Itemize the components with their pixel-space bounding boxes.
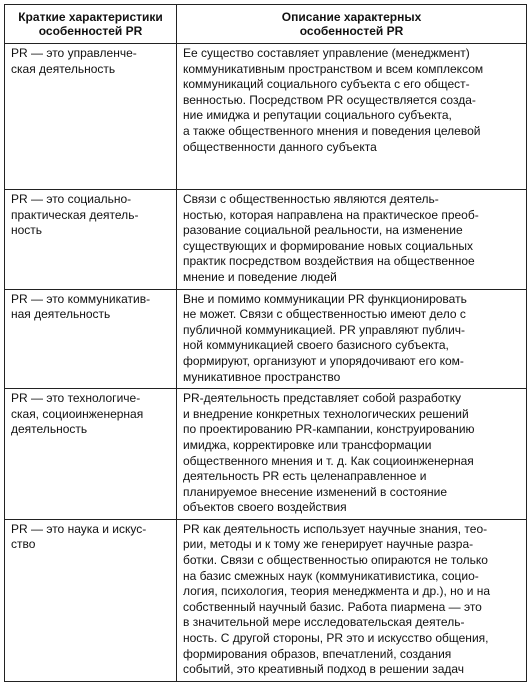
header-cell-characteristics [5,5,177,44]
table-row [5,389,527,520]
characteristic-cell: PR — это коммуникатив- ная деятельность [5,289,177,389]
table-row [5,519,527,681]
characteristic-cell: PR — это социально- практическая деятель- ность [5,190,177,290]
table-row [5,190,527,290]
characteristic-cell: PR — это управленче- ская деятельность [5,44,177,190]
header-cell-description [177,5,527,44]
header-text: особенностей PR [38,24,143,38]
description-cell: PR как деятельность использует научные знания, тео- рии, методы и к тому же генерирует научные разра- ботки. Связи с общественностью опираются не только на базис смежных наук (коммуникативистика, социо- логия, психология, теория менеджмента и др.), но и на собственный научный базис. Работа пиармена — это в значительной мере исследовательская деятель- ность. С другой стороны, PR это и искусство общения, формирования образов, впечатлений, создания событий, это креативный подход в решении задач [177,519,527,681]
description-cell: PR-деятельность представляет собой разработку и внедрение конкретных технологических решений по проектированию PR-кампании, конструированию имиджа, корректировке или трансформации общественного мнения и т. д. Как социоинженерная деятельность PR есть целенаправленное и планируемое внесение изменений в состояние объектов своего воздействия [177,389,527,520]
header-text: Описание характерных [281,10,422,24]
pr-characteristics-table [4,4,527,682]
description-cell: Связи с общественностью являются деятель- ностью, которая направлена на практическое преоб- разование социальной реальности, на изменение существующих и формирование новых социальных практик посредством воздействия на общественное мнение и поведение людей [177,190,527,290]
table-header [5,5,527,44]
description-cell: Ее существо составляет управление (менеджмент) коммуникативным пространством и всем комплексом коммуникаций социального субъекта с его общест- венностью. Посредством PR осуществляется созда- ние имиджа и репутации социального субъекта, а также общественного мнения и поведения целевой общественности данного субъекта [177,44,527,190]
description-cell: Вне и помимо коммуникации PR функционировать не может. Связи с общественностью имеют дело с публичной коммуникацией. PR управляют публич- ной коммуникацией своего базисного субъекта, формируют, организуют и упорядочивают его ком- муникативное пространство [177,289,527,389]
header-text: особенностей PR [299,24,404,38]
header-text: Краткие характеристики [18,10,163,24]
table-row [5,44,527,190]
characteristic-cell: PR — это наука и искус- ство [5,519,177,681]
table-body [5,44,527,682]
header-row [5,5,527,44]
characteristic-cell: PR — это технологиче- ская, социоинженерная деятельность [5,389,177,520]
table-row [5,289,527,389]
